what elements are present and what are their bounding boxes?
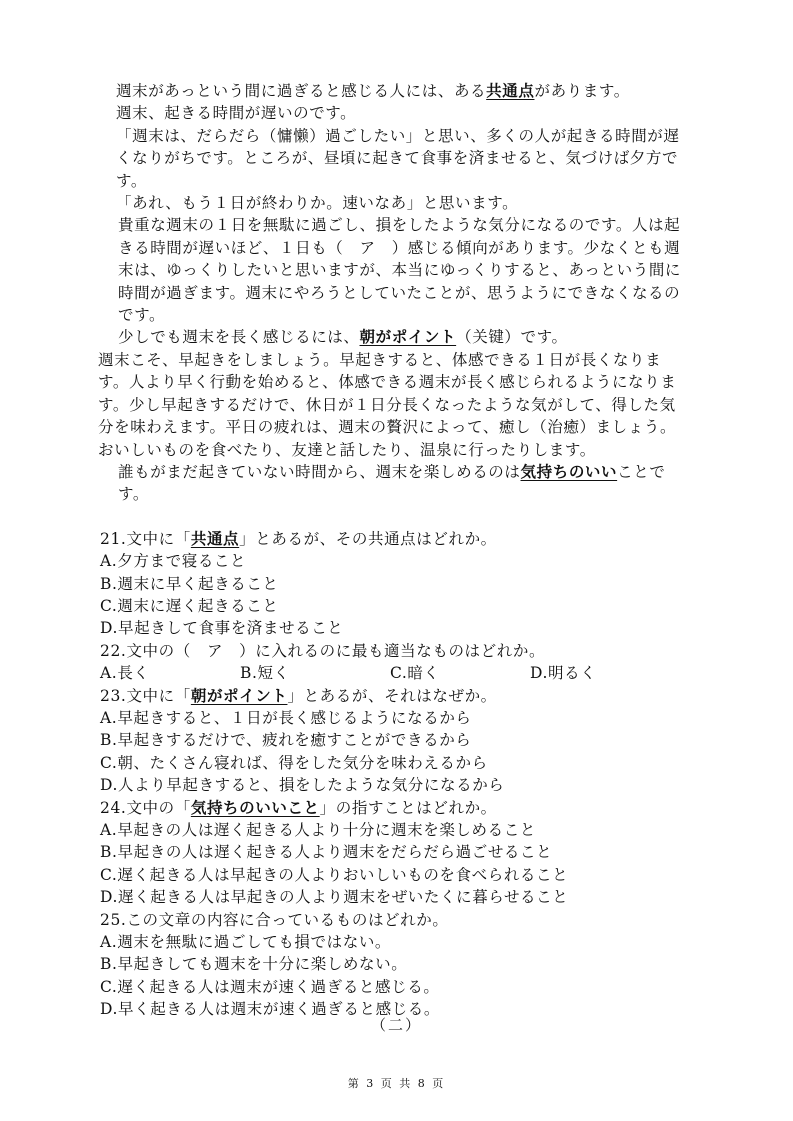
passage-text: （关键）です。 <box>456 328 568 347</box>
option-c[interactable]: C.朝、たくさん寝れば、得をした気分を味わえるから <box>100 753 488 772</box>
stem-text: 21.文中に「 <box>100 529 191 548</box>
passage-text: があります。 <box>534 82 630 100</box>
underlined-term: 共通点 <box>486 81 535 100</box>
spacer <box>100 506 685 528</box>
question-24 <box>100 797 685 909</box>
option-d[interactable]: D.明るく <box>530 664 597 683</box>
question-stem <box>100 685 685 707</box>
option-a[interactable]: A.早起きの人は遅く起きる人より十分に週末を楽しめること <box>100 821 536 839</box>
passage-text: 週末があっという間に過ぎると感じる人には、ある <box>116 82 487 100</box>
option-d[interactable]: D.人より早起きすると、損をしたような気分になるから <box>100 776 505 795</box>
option-d[interactable]: D.早く起きる人は週末が速く過ぎると感じる。 <box>100 1000 441 1019</box>
option-c[interactable]: C.週末に遅く起きること <box>100 596 279 615</box>
option-b[interactable]: B.短く <box>240 664 290 683</box>
underlined-term: 朝がポイント <box>359 327 457 347</box>
page-footer: 第 3 页 共 8 页 <box>347 1077 446 1090</box>
stem-text: 」とあるが、それはなぜか。 <box>287 686 497 705</box>
underlined-term: 気持ちのいい <box>520 461 618 481</box>
passage-text: ことです。 <box>118 462 666 504</box>
passage-paragraph-7: 週末こそ、早起きをしましょう。早起きすると、体感できる１日が長くなります。人より早く行動を始めると、体感できる週末が長く感じられるようになります。少し早起きするだけで、休日が１日分長くなったような気がして、得した気分を味わえます。平日の疲れは、週末の贅沢によって、癒し（治癒）ましょう。おいしいものを食べたり、友達と話したり、温泉に行ったりします。 <box>98 350 677 459</box>
passage-paragraph-1 <box>100 80 685 102</box>
question-25 <box>100 909 685 1021</box>
stem-text: 24.文中の「 <box>100 798 191 817</box>
option-c[interactable]: C.暗く <box>390 664 440 683</box>
stem-text: 」の指すことはどれか。 <box>319 798 497 817</box>
underlined-term: 朝がポイント <box>190 685 288 705</box>
option-c[interactable]: C.遅く起きる人は週末が速く過ぎると感じる。 <box>100 977 440 996</box>
option-b[interactable]: B.早起きしても週末を十分に楽しめない。 <box>100 955 408 974</box>
option-a[interactable]: A.早起きすると、１日が長く感じるようになるから <box>100 708 472 727</box>
option-d[interactable]: D.早起きして食事を済ませること <box>100 619 344 638</box>
options-row <box>100 662 685 684</box>
option-a[interactable]: A.週末を無駄に過ごしても損ではない。 <box>100 933 392 952</box>
question-stem: 25.この文章の内容に合っているものはどれか。 <box>100 910 449 929</box>
passage-paragraph-2: 週末、起きる時間が遅いのです。 <box>116 104 357 123</box>
passage-text: 誰もがまだ起きていない時間から、週末を楽しめるのは <box>118 462 521 481</box>
option-a[interactable]: A.長く <box>100 664 150 683</box>
stem-text: 23.文中に「 <box>100 686 191 705</box>
passage-paragraph-5: 貴重な週末の１日を無駄に過ごし、損をしたような気分になるのです。人は起きる時間が遅いほど、１日も（ ア ）感じる傾向があります。少なくとも週末は、ゆっくりしたいと思いますが、本当にゆっくりすると、あっという間に時間が過ぎます。週末にやろうとしていたことが、思うようにできなくなるのです。 <box>118 216 682 325</box>
option-b[interactable]: B.早起きの人は遅く起きる人より週末をだらだら過ごせること <box>100 843 553 862</box>
passage-paragraph-8 <box>100 461 685 506</box>
question-21 <box>100 528 685 640</box>
option-d[interactable]: D.遅く起きる人は早起きの人より週末をぜいたくに暮らせること <box>100 888 569 907</box>
section-label: （二） <box>370 1016 422 1034</box>
question-stem <box>100 528 685 550</box>
option-b[interactable]: B.早起きするだけで、疲れを癒すことができるから <box>100 731 472 750</box>
passage-paragraph-4: 「あれ、もう１日が終わりか。速いなあ」と思います。 <box>116 194 519 213</box>
reading-passage <box>100 80 685 1021</box>
underlined-term: 共通点 <box>190 528 240 548</box>
question-stem <box>100 797 685 819</box>
passage-text: 少しでも週末を長く感じるには、 <box>118 328 360 347</box>
option-a[interactable]: A.夕方まで寝ること <box>100 552 247 571</box>
question-22 <box>100 640 685 685</box>
passage-paragraph-3: 「週末は、だらだら（慵懒）過ごしたい」と思い、多くの人が起きる時間が遅くなりがちです。ところが、昼頃に起きて食事を済ませると、気づけば夕方です。 <box>116 126 680 190</box>
option-b[interactable]: B.週末に早く起きること <box>100 574 279 593</box>
option-c[interactable]: C.遅く起きる人は早起きの人よりおいしいものを食べられること <box>100 865 569 884</box>
passage-paragraph-6 <box>100 326 685 348</box>
underlined-term: 気持ちのいいこと <box>190 797 320 817</box>
question-stem: 22.文中の（ ア ）に入れるのに最も適当なものはどれか。 <box>100 641 546 660</box>
question-23 <box>100 685 685 797</box>
stem-text: 」とあるが、その共通点はどれか。 <box>239 529 497 548</box>
